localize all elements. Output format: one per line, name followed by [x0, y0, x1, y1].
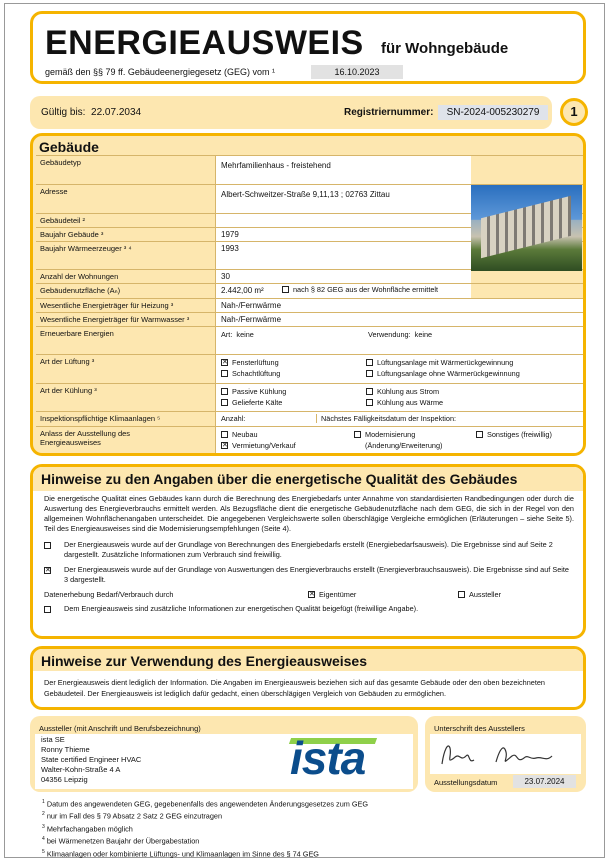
row-heating [36, 298, 583, 312]
building-section [30, 133, 586, 456]
generator-value-cell[interactable] [215, 242, 471, 269]
vent-option-recovery[interactable]: Lüftungsanlage mit Wärmerückgewinnung [366, 358, 513, 367]
part-value-cell[interactable] [215, 214, 471, 227]
address-value-cell[interactable] [215, 185, 471, 213]
part-label: Gebäudeteil ² [40, 216, 86, 225]
footnote: $^4$ bei Wärmenetzen Baujahr der Übergabestation [42, 836, 200, 846]
building-photo [471, 185, 582, 271]
row-inspection [36, 411, 583, 426]
ventilation-value-cell [215, 355, 583, 383]
document-subtitle: für Wohngebäude [381, 40, 509, 57]
row-area [36, 283, 583, 298]
units-value-cell[interactable] [215, 270, 471, 283]
water-label: Wesentliche Energieträger für Warmwasser ³ [40, 315, 190, 324]
quality-notes-paragraph: Die energetische Qualität eines Gebäudes kann durch die Berechnung des Energiebedarfs unter Annahme von standardisierten Randbedingungen oder durch die Auswertung des Energieverbrauchs ermittelt werden. Als Bezugsfläche dient die energetische Gebäudenutzfläche nach dem GEG, die sich in der Regel von den allgemeinen Wohnflächenangaben unterscheidet. Die angegebenen Vergleichswerte sollen überschlägige Vergleiche ermöglichen (Erläuterungen – siehe Seite 5). Teil des Energieausweises sind die Modernisierungsempfehlungen (Seite 4). [44, 494, 574, 533]
title-box [30, 11, 586, 84]
area-label: Gebäudenutzfläche (Aₙ) [40, 286, 121, 295]
reason-option-other[interactable]: Sonstiges (freiwillig) [476, 430, 552, 439]
address-label: Adresse [40, 187, 68, 196]
issuer-label: Aussteller (mit Anschrift und Berufsbezeichnung) [39, 724, 201, 733]
generator-label: Baujahr Wärmeerzeuger ³ ⁴ [40, 244, 132, 253]
checkbox-checked-icon: ✕ [45, 567, 51, 574]
heating-label: Wesentliche Energieträger für Heizung ³ [40, 301, 174, 310]
row-units [36, 269, 583, 283]
inspection-date-label: Nächstes Fälligkeitsdatum der Inspektion: [316, 414, 456, 423]
address-value: Albert-Schweitzer-Straße 9,11,13 ; 02763 Zittau [221, 190, 390, 199]
reason-option-rent[interactable]: ✕ Vermietung/Verkauf [222, 441, 296, 450]
units-label: Anzahl der Wohnungen [40, 272, 119, 281]
row-type [36, 155, 583, 184]
checkbox-empty-icon [366, 388, 373, 395]
issuer-line: State certified Engineer HVAC [41, 755, 142, 764]
checkbox-empty-icon [458, 591, 465, 598]
vent-option-shaft[interactable]: Schachtlüftung [221, 369, 280, 378]
issue-date-label: Ausstellungsdatum [434, 778, 498, 787]
cool-option-passive[interactable]: Passive Kühlung [221, 387, 286, 396]
handwritten-signature [430, 734, 581, 774]
checkbox-empty-icon [282, 286, 289, 293]
reason-option-new[interactable]: Neubau [221, 430, 258, 439]
building-section-title: Gebäude [39, 139, 99, 155]
footnote: $^1$ Datum des angewendeten GEG, gegebenenfalls des angewendeten Änderungsgesetzes zum GEG [42, 799, 369, 809]
checkbox-empty-icon [221, 388, 228, 395]
year-label: Baujahr Gebäude ³ [40, 230, 104, 239]
type-value: Mehrfamilienhaus - freistehend [221, 161, 331, 170]
issuer-line: ista SE [41, 735, 65, 744]
units-value: 30 [221, 272, 230, 281]
data-collection-row [44, 590, 574, 600]
reason-label: Anlass der Ausstellung des Energieausweises [40, 429, 131, 447]
issuer-line: 04356 Leipzig [41, 775, 88, 784]
checkbox-empty-icon [221, 399, 228, 406]
page-number-badge: 1 [560, 98, 588, 126]
row-cooling [36, 383, 583, 411]
usage-notes-title: Hinweise zur Verwendung des Energieausweises [33, 649, 583, 671]
year-value: 1979 [221, 230, 239, 239]
footnote: $^5$ Klimaanlagen oder kombinierte Lüftungs- und Klimaanlagen im Sinne des § 74 GEG [42, 848, 319, 859]
checkbox-checked-icon: ✕ [222, 358, 228, 366]
row-reason [36, 426, 583, 453]
law-reference: gemäß den §§ 79 ff. Gebäudeenergiegesetz (GEG) vom ¹ [45, 67, 275, 77]
type-label: Gebäudetyp [40, 158, 81, 167]
footnote: $^2$ nur im Fall des § 79 Absatz 2 Satz 2 GEG einzutragen [42, 811, 223, 821]
quality-notes-title: Hinweise zu den Angaben über die energetische Qualität des Gebäudes [33, 467, 583, 491]
row-water [36, 312, 583, 326]
reason-option-modernisation[interactable]: Modernisierung [354, 430, 415, 439]
issue-date-field[interactable]: 23.07.2024 [513, 775, 576, 788]
ventilation-label: Art der Lüftung ³ [40, 357, 95, 366]
renewables-value-cell[interactable] [215, 327, 583, 354]
vent-option-window[interactable]: ✕ Fensterlüftung [222, 358, 279, 367]
signature-panel [425, 716, 586, 792]
cool-option-electric[interactable]: Kühlung aus Strom [366, 387, 439, 396]
issuer-line: Ronny Thieme [41, 745, 90, 754]
type-value-cell[interactable] [215, 156, 471, 184]
area-value: 2.442,00 m² [221, 286, 264, 295]
cool-option-heat[interactable]: Kühlung aus Wärme [366, 398, 443, 407]
renewables-use: Verwendung: keine [368, 330, 433, 339]
signature-box [430, 734, 581, 774]
checkbox-empty-icon [221, 370, 228, 377]
data-collection-label: Datenerhebung Bedarf/Verbrauch durch [44, 590, 174, 599]
checkbox-empty-icon [366, 359, 373, 366]
row-renewables [36, 326, 583, 354]
document-title: ENERGIEAUSWEIS [45, 24, 364, 62]
footnote: $^3$ Mehrfachangaben möglich [42, 823, 133, 834]
signature-label: Unterschrift des Ausstellers [434, 724, 525, 733]
inspection-value-cell[interactable] [215, 412, 583, 426]
quality-notes-section [30, 464, 586, 639]
reason-value-cell [215, 427, 583, 453]
cool-option-delivered[interactable]: Gelieferte Kälte [221, 398, 282, 407]
quality-notes-body [44, 494, 574, 614]
renewables-label: Erneuerbare Energien [40, 329, 114, 338]
heating-value-cell[interactable] [215, 299, 583, 312]
inspection-count-label: Anzahl: [221, 414, 246, 423]
issuer-line: Walter-Kohn-Straße 4 A [41, 765, 121, 774]
vent-option-no-recovery[interactable]: Lüftungsanlage ohne Wärmerückgewinnung [366, 369, 520, 378]
checkbox-empty-icon [476, 431, 483, 438]
option-consumption[interactable]: ✕ Der Energieausweis wurde auf der Grundlage von Auswertungen des Energieverbrauchs erstellt (Energieverbrauchsausweis). Die Ergebnisse sind auf Seite 3 dargestellt. [45, 565, 569, 584]
reason-option-modernisation-note: (Änderung/Erweiterung) [365, 441, 443, 450]
inspection-label: Inspektionspflichtige Klimaanlagen ⁵ [40, 414, 161, 423]
reg-label: Registriernummer: [344, 107, 434, 118]
usage-notes-text: Der Energieausweis dient lediglich der Information. Die Angaben im Energieausweis beziehen sich auf das gesamte Gebäude oder den oben bezeichneten Gebäudeteil. Der Energieausweis ist lediglich dafür gedacht, einen überschlägigen Vergleich von Gebäuden zu ermöglichen. [44, 678, 545, 698]
row-ventilation [36, 354, 583, 383]
water-value: Nah-/Fernwärme [221, 315, 282, 324]
usage-notes-section [30, 646, 586, 710]
data-owner-option[interactable]: ✕ Eigentümer [309, 590, 357, 599]
law-date-field[interactable]: 16.10.2023 [311, 65, 403, 79]
cooling-label: Art der Kühlung ³ [40, 386, 97, 395]
checkbox-empty-icon [366, 370, 373, 377]
validity-bar [30, 96, 552, 129]
checkbox-empty-icon [44, 542, 51, 549]
option-demand[interactable]: Der Energieausweis wurde auf der Grundlage von Berechnungen des Energiebedarfs erstellt (Energiebedarfsausweis). Die Ergebnisse sind auf Seite 2 dargestellt. Zusätzliche Informationen zum Verbrauch sind freiwillig. [44, 540, 574, 560]
heating-value: Nah-/Fernwärme [221, 301, 282, 310]
renewables-type: Art: keine [221, 330, 254, 339]
year-value-cell[interactable] [215, 228, 471, 241]
checkbox-empty-icon [44, 606, 51, 613]
checkbox-checked-icon: ✕ [222, 441, 228, 449]
reg-number-field[interactable]: SN-2024-005230279 [438, 105, 548, 120]
water-value-cell[interactable] [215, 313, 583, 326]
footnotes [42, 797, 368, 859]
area-calc-checkbox[interactable]: nach § 82 GEG aus der Wohnfläche ermittelt [282, 285, 438, 294]
ista-logo: ista [290, 732, 366, 784]
cooling-value-cell [215, 384, 583, 411]
data-issuer-option[interactable]: Aussteller [458, 590, 501, 600]
option-additional-info[interactable]: Dem Energieausweis sind zusätzliche Informationen zur energetischen Qualität beigefügt (freiwillige Angabe). [44, 604, 574, 614]
valid-until: Gültig bis: 22.07.2034 [41, 107, 142, 118]
checkbox-checked-icon: ✕ [309, 590, 315, 598]
generator-value: 1993 [221, 244, 239, 253]
checkbox-empty-icon [366, 399, 373, 406]
checkbox-empty-icon [221, 431, 228, 438]
area-value-cell[interactable] [215, 284, 471, 298]
checkbox-empty-icon [354, 431, 361, 438]
